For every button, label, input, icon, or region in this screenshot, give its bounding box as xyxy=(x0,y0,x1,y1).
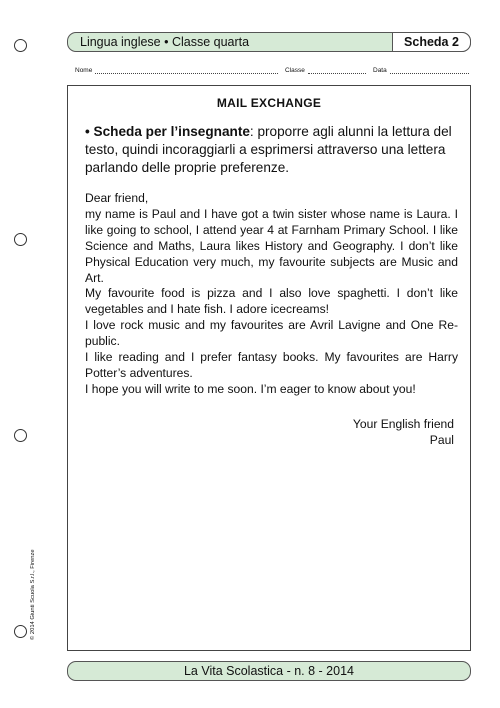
class-label: Classe xyxy=(285,67,305,74)
date-label: Data xyxy=(373,67,387,74)
letter-body xyxy=(85,191,458,398)
name-line xyxy=(95,67,278,74)
sheet-label: Scheda 2 xyxy=(392,32,471,52)
teacher-label: Scheda per l’insegnante xyxy=(93,124,250,139)
letter-paragraph: I love rock music and my favourites are Avril Lavigne and One Re-public. xyxy=(85,318,458,349)
worksheet-box xyxy=(67,85,471,651)
class-field[interactable] xyxy=(285,67,366,74)
date-field[interactable] xyxy=(373,67,469,74)
letter-paragraph: my name is Paul and I have got a twin sister whose name is Laura. I like going to school, I attend year 4 at Farnham Primary School. I like Science and Maths, Laura likes History and Geography. I don’t like Physical Education very much, my favourite subjects are Music and Art. xyxy=(85,206,458,285)
header-bar xyxy=(67,32,471,52)
footer-text: La Vita Scolastica - n. 8 - 2014 xyxy=(183,664,354,678)
binder-hole-4 xyxy=(14,625,27,638)
class-line xyxy=(308,67,366,74)
name-field[interactable] xyxy=(75,67,278,74)
worksheet-title: MAIL EXCHANGE xyxy=(216,96,322,110)
header-title: Lingua inglese • Classe quarta xyxy=(80,35,250,49)
binder-hole-3 xyxy=(14,429,27,442)
letter-paragraph: I hope you will write to me soon. I’m eager to know about you! xyxy=(85,381,416,396)
letter-paragraph: I like reading and I prefer fantasy books. My favourites are Harry Potter’s adventures. xyxy=(85,350,458,380)
name-label: Nome xyxy=(75,67,93,74)
bullet-icon: • xyxy=(85,124,90,139)
date-line xyxy=(390,67,469,74)
binder-hole-2 xyxy=(14,233,27,246)
footer-bar xyxy=(67,661,471,681)
binder-hole-1 xyxy=(14,39,27,52)
copyright-notice: © 2014 Giunti Scuola S.r.l., Firenze xyxy=(30,549,36,640)
student-fields xyxy=(67,67,471,79)
letter-greeting: Dear friend, xyxy=(85,191,149,205)
letter-closing: Your English friend xyxy=(352,417,454,431)
teacher-text: : proporre agli alunni la lettura del testo, quindi incoraggiarli a esprimersi attraverso una lettera parlando delle proprie preferenze. xyxy=(85,124,452,175)
teacher-instructions xyxy=(85,123,461,177)
letter-signature-block xyxy=(353,416,454,448)
letter-paragraph: My favourite food is pizza and I also love spaghetti. I don’t like vegetables and I hate fish. I adore icecreams! xyxy=(85,286,458,317)
letter-signature: Paul xyxy=(429,433,454,447)
